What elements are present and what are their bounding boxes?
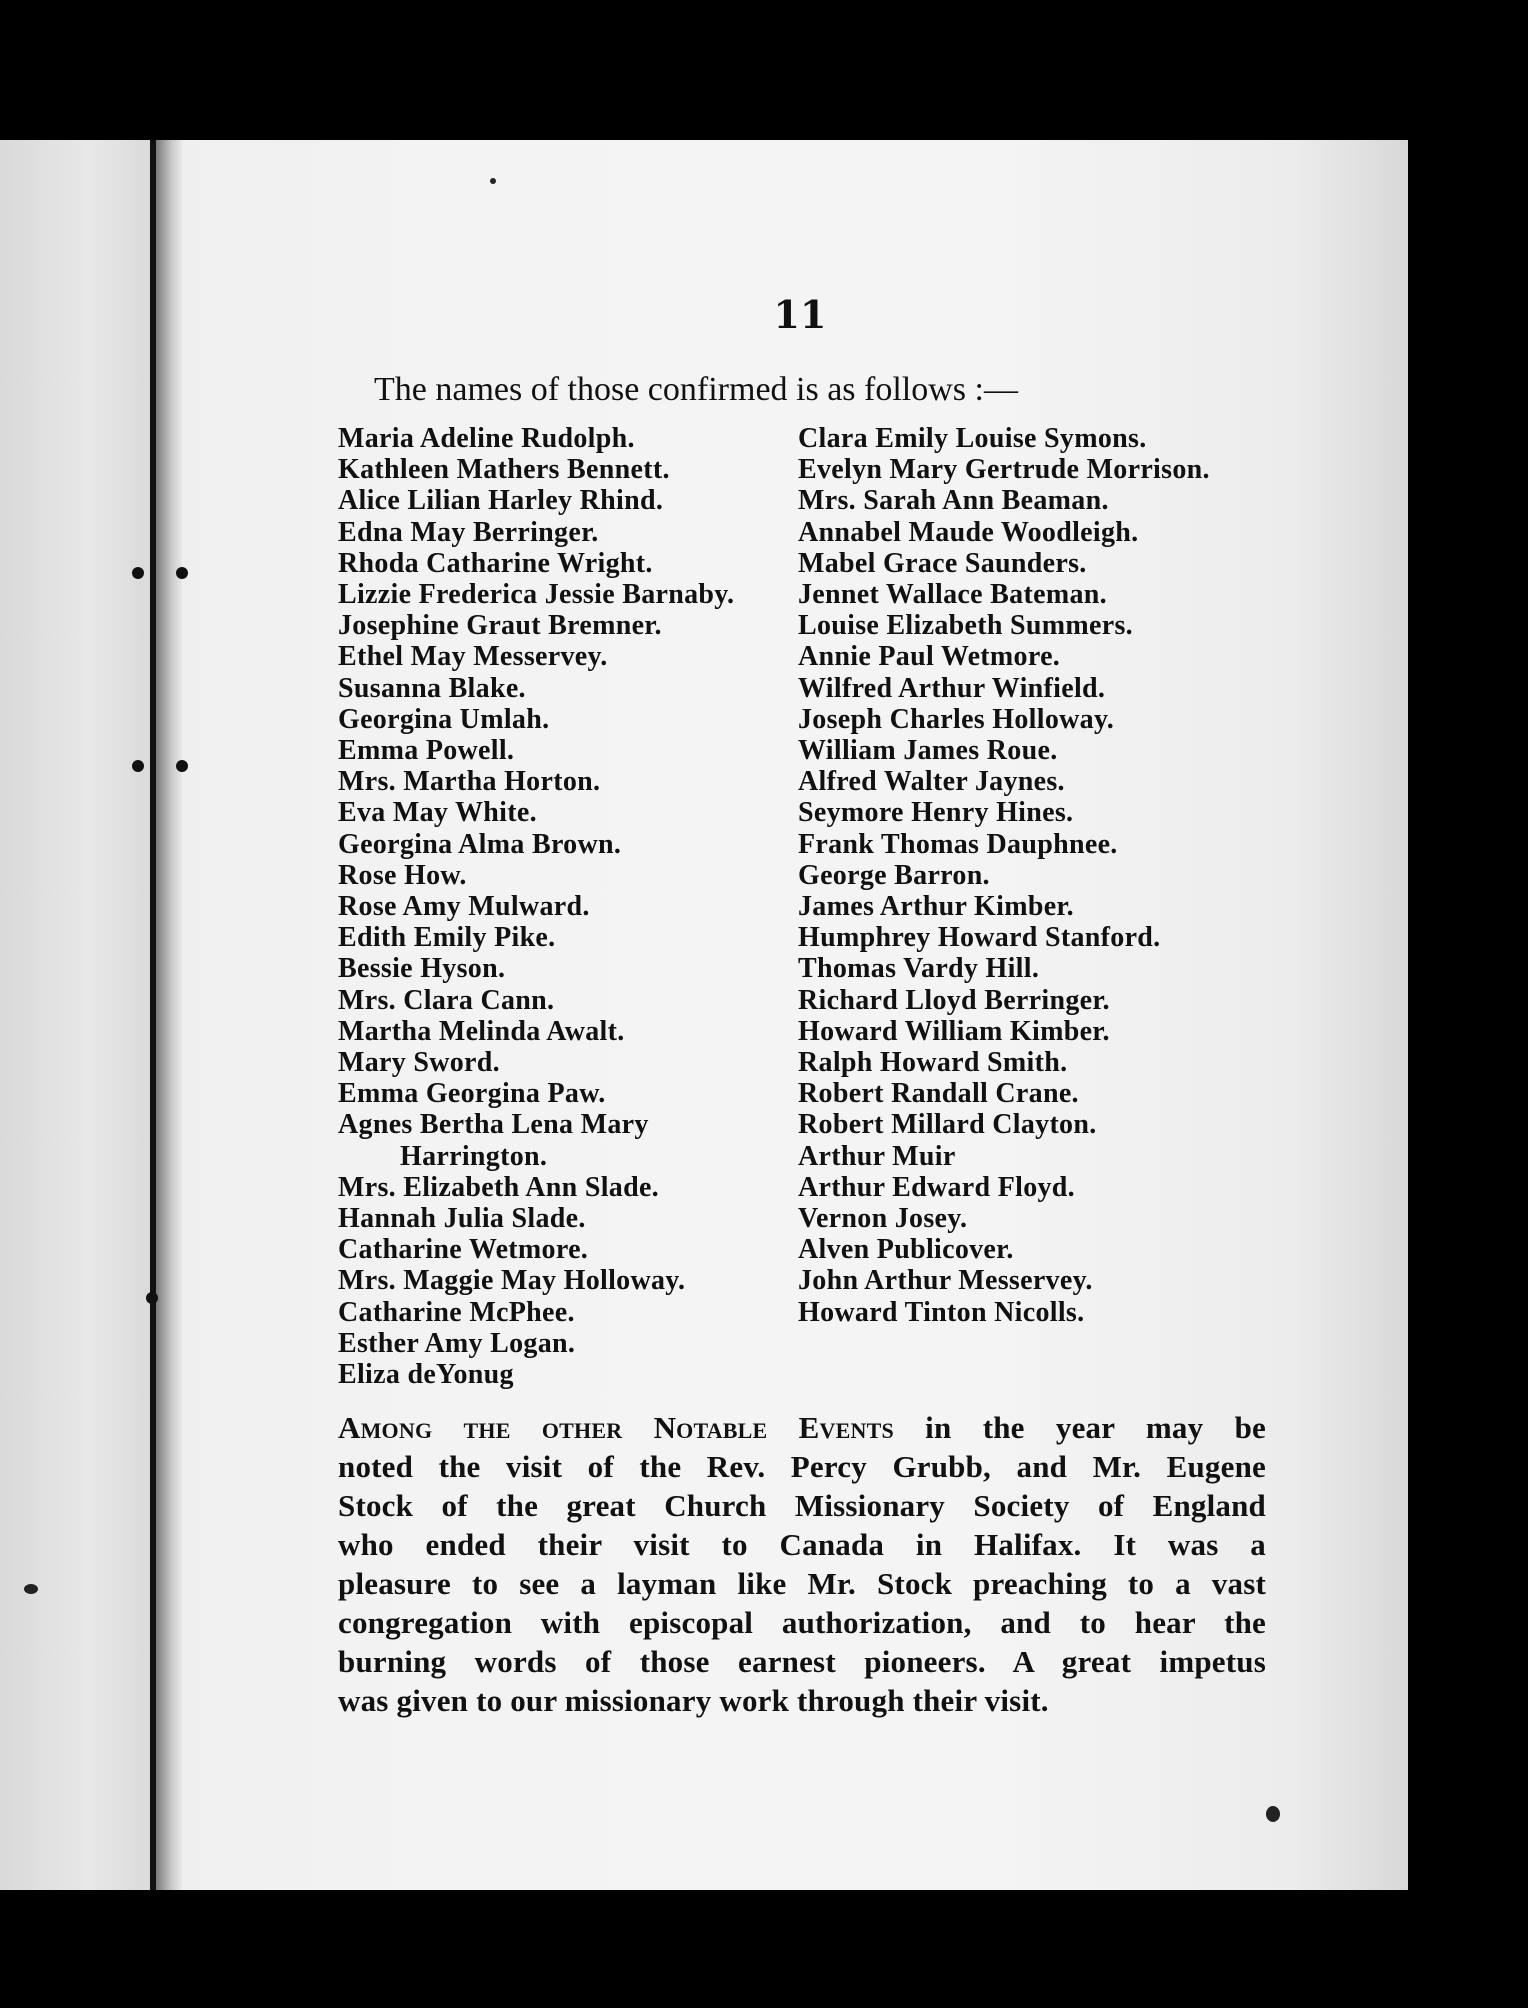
- paragraph-lead-small-caps: Among the other Notable Events: [338, 1410, 894, 1445]
- binding-hole: [176, 567, 188, 579]
- list-item: Ralph Howard Smith.: [798, 1047, 1068, 1079]
- list-item: Lizzie Frederica Jessie Barnaby.: [338, 579, 735, 611]
- list-item: Robert Millard Clayton.: [798, 1109, 1097, 1141]
- list-item: Joseph Charles Holloway.: [798, 703, 1115, 735]
- list-item: Mabel Grace Saunders.: [798, 547, 1087, 579]
- paragraph-line: [338, 1408, 1266, 1447]
- list-item: Emma Georgina Paw.: [338, 1078, 606, 1110]
- list-item: Evelyn Mary Gertrude Morrison.: [798, 454, 1210, 486]
- list-item: Alfred Walter Jaynes.: [798, 766, 1065, 798]
- list-item: Kathleen Mathers Bennett.: [338, 454, 670, 486]
- binding-shadow: [156, 140, 182, 1890]
- binding-hole: [132, 567, 144, 579]
- list-item: Bessie Hyson.: [338, 953, 506, 985]
- confirmed-names-right-column: [798, 423, 1210, 1328]
- list-item: Martha Melinda Awalt.: [338, 1015, 625, 1047]
- notable-events-paragraph: [338, 1408, 1266, 1720]
- ink-speck: [24, 1584, 38, 1594]
- list-item: Josephine Graut Bremner.: [338, 610, 662, 642]
- binding-hole: [132, 760, 144, 772]
- list-item: Thomas Vardy Hill.: [798, 953, 1040, 985]
- list-item: Alice Lilian Harley Rhind.: [338, 485, 664, 517]
- paragraph-line: Stock of the great Church Missionary Society of England: [338, 1488, 1266, 1523]
- list-item: Edith Emily Pike.: [338, 922, 556, 954]
- paragraph-line: congregation with episcopal authorization, and to hear the: [338, 1605, 1266, 1640]
- list-item: Alven Publicover.: [798, 1234, 1014, 1266]
- list-item: Eva May White.: [338, 797, 537, 829]
- paragraph-line: pleasure to see a layman like Mr. Stock preaching to a vast: [338, 1566, 1266, 1601]
- list-intro: The names of those confirmed is as follows :—: [374, 371, 1018, 408]
- list-item: John Arthur Messervey.: [798, 1265, 1093, 1297]
- paragraph-line: was given to our missionary work through their visit.: [338, 1683, 1049, 1718]
- list-item: Catharine Wetmore.: [338, 1234, 589, 1266]
- list-item: Mrs. Maggie May Holloway.: [338, 1265, 686, 1297]
- list-item: Maria Adeline Rudolph.: [338, 423, 635, 454]
- list-item: Georgina Umlah.: [338, 703, 550, 735]
- list-item: Mrs. Clara Cann.: [338, 984, 555, 1016]
- facing-page-margin: [0, 140, 150, 1890]
- paragraph-line: burning words of those earnest pioneers. A great impetus: [338, 1644, 1266, 1679]
- list-item: Rhoda Catharine Wright.: [338, 547, 653, 579]
- confirmed-names-left-column: [338, 423, 734, 1390]
- list-item: Arthur Edward Floyd.: [798, 1171, 1075, 1203]
- list-item: Annabel Maude Woodleigh.: [798, 516, 1139, 548]
- list-item: Humphrey Howard Stanford.: [798, 922, 1161, 954]
- list-item: Mrs. Sarah Ann Beaman.: [798, 485, 1109, 517]
- list-item: Ethel May Messervey.: [338, 641, 608, 673]
- list-item: Howard William Kimber.: [798, 1015, 1110, 1047]
- list-item: Clara Emily Louise Symons.: [798, 423, 1147, 454]
- list-item: Louise Elizabeth Summers.: [798, 610, 1133, 642]
- ink-speck: [1266, 1806, 1280, 1822]
- list-item: Annie Paul Wetmore.: [798, 641, 1061, 673]
- list-item: Wilfred Arthur Winfield.: [798, 672, 1106, 704]
- list-item: Jennet Wallace Bateman.: [798, 579, 1107, 611]
- list-item: Vernon Josey.: [798, 1203, 968, 1235]
- list-item: Eliza deYonug: [338, 1359, 514, 1391]
- list-item: Rose How.: [338, 859, 467, 891]
- list-item: Robert Randall Crane.: [798, 1078, 1079, 1110]
- list-item: Mary Sword.: [338, 1047, 500, 1079]
- page-number: 11: [773, 292, 827, 337]
- list-item: Susanna Blake.: [338, 672, 526, 704]
- list-item: Arthur Muir: [798, 1140, 956, 1172]
- list-item: Seymore Henry Hines.: [798, 797, 1074, 829]
- binding-hole: [146, 1292, 158, 1304]
- list-item: Rose Amy Mulward.: [338, 891, 590, 923]
- list-item: Richard Lloyd Berringer.: [798, 984, 1110, 1016]
- list-item: Frank Thomas Dauphnee.: [798, 828, 1118, 860]
- list-item-continuation: Harrington.: [400, 1140, 548, 1172]
- list-item: Catharine McPhee.: [338, 1296, 575, 1328]
- binding-gutter: [150, 140, 156, 1890]
- list-item: Mrs. Martha Horton.: [338, 766, 601, 798]
- list-item: Mrs. Elizabeth Ann Slade.: [338, 1171, 659, 1203]
- ink-speck: [490, 178, 496, 184]
- list-item: Edna May Berringer.: [338, 516, 599, 548]
- list-item: George Barron.: [798, 859, 990, 891]
- paragraph-line: who ended their visit to Canada in Halifax. It was a: [338, 1527, 1266, 1562]
- list-item: Emma Powell.: [338, 735, 515, 767]
- list-item: Hannah Julia Slade.: [338, 1203, 586, 1235]
- binding-hole: [176, 760, 188, 772]
- list-item: Georgina Alma Brown.: [338, 828, 622, 860]
- list-item: Agnes Bertha Lena Mary: [338, 1109, 649, 1141]
- list-item: William James Roue.: [798, 735, 1058, 767]
- list-item: Howard Tinton Nicolls.: [798, 1296, 1085, 1328]
- paragraph-line-text: in the year may be: [893, 1410, 1266, 1445]
- paragraph-line: noted the visit of the Rev. Percy Grubb, and Mr. Eugene: [338, 1449, 1266, 1484]
- list-item: Esther Amy Logan.: [338, 1327, 576, 1359]
- list-item: James Arthur Kimber.: [798, 891, 1074, 923]
